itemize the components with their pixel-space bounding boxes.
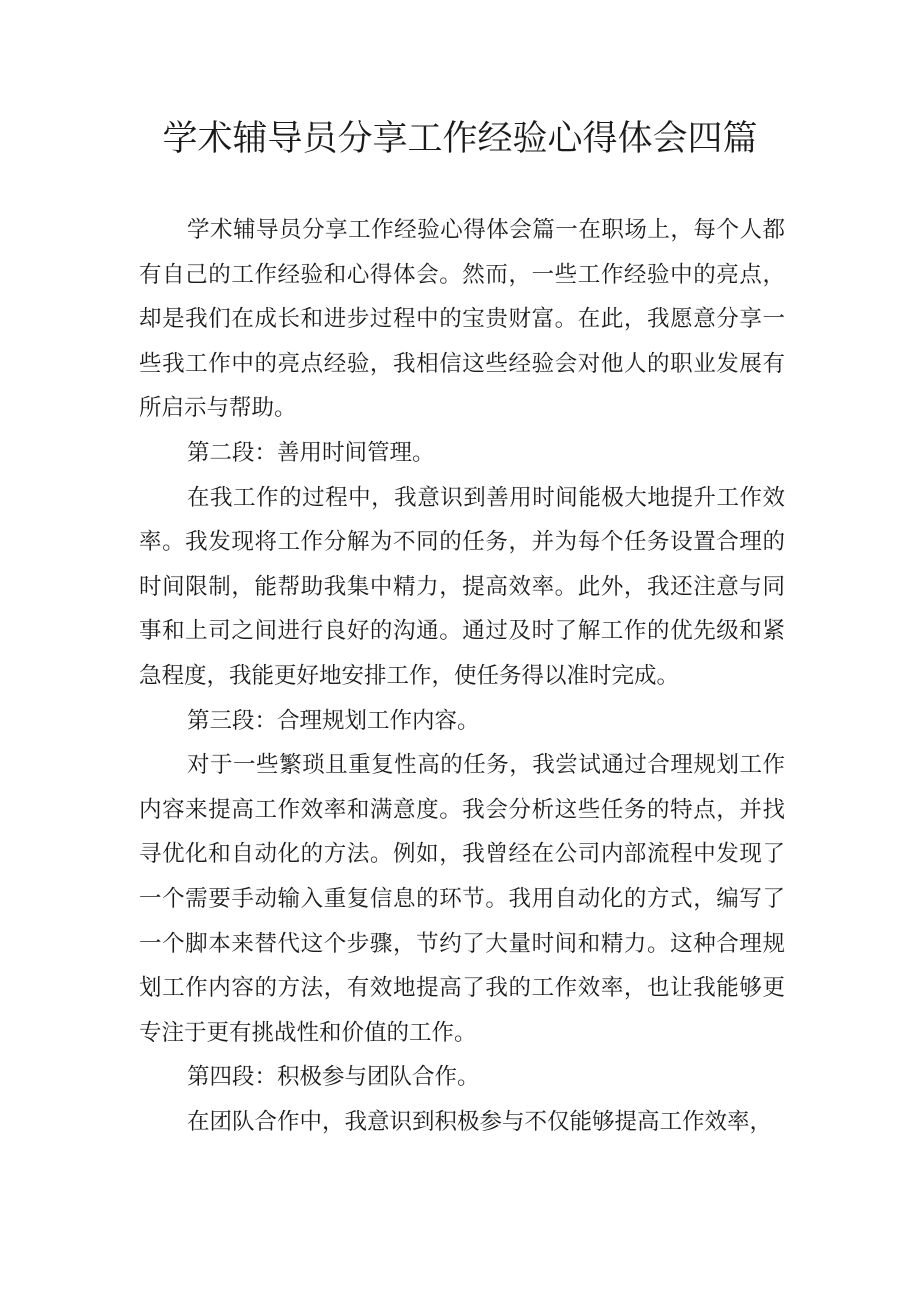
paragraph-time-management: 在我工作的过程中，我意识到善用时间能极大地提升工作效率。我发现将工作分解为不同的任务，并为每个任务设置合理的时间限制，能帮助我集中精力，提高效率。此外，我还注意与同事和上司之间进行良好的沟通。通过及时了解工作的优先级和紧急程度，我能更好地安排工作，使任务得以准时完成。 [139,484,785,689]
paragraph-intro: 学术辅导员分享工作经验心得体会篇一在职场上，每个人都有自己的工作经验和心得体会。然而，一些工作经验中的亮点，却是我们在成长和进步过程中的宝贵财富。在此，我愿意分享一些我工作中的亮点经验，我相信这些经验会对他人的职业发展有所启示与帮助。 [139,217,785,422]
paragraph-work-planning: 对于一些繁琐且重复性高的任务，我尝试通过合理规划工作内容来提高工作效率和满意度。我会分析这些任务的特点，并找寻优化和自动化的方法。例如，我曾经在公司内部流程中发现了一个需要手动输入重复信息的环节。我用自动化的方式，编写了一个脚本来替代这个步骤，节约了大量时间和精力。这种合理规划工作内容的方法，有效地提高了我的工作效率，也让我能够更专注于更有挑战性和价值的工作。 [139,752,785,1046]
paragraph-teamwork: 在团队合作中，我意识到积极参与不仅能够提高工作效率， [187,1108,773,1135]
section-heading-3: 第三段：合理规划工作内容。 [187,707,480,734]
document-body [139,208,785,1144]
section-heading-4: 第四段：积极参与团队合作。 [187,1064,480,1091]
document-title: 学术辅导员分享工作经验心得体会四篇 [162,119,758,159]
section-heading-2: 第二段：善用时间管理。 [187,439,435,466]
